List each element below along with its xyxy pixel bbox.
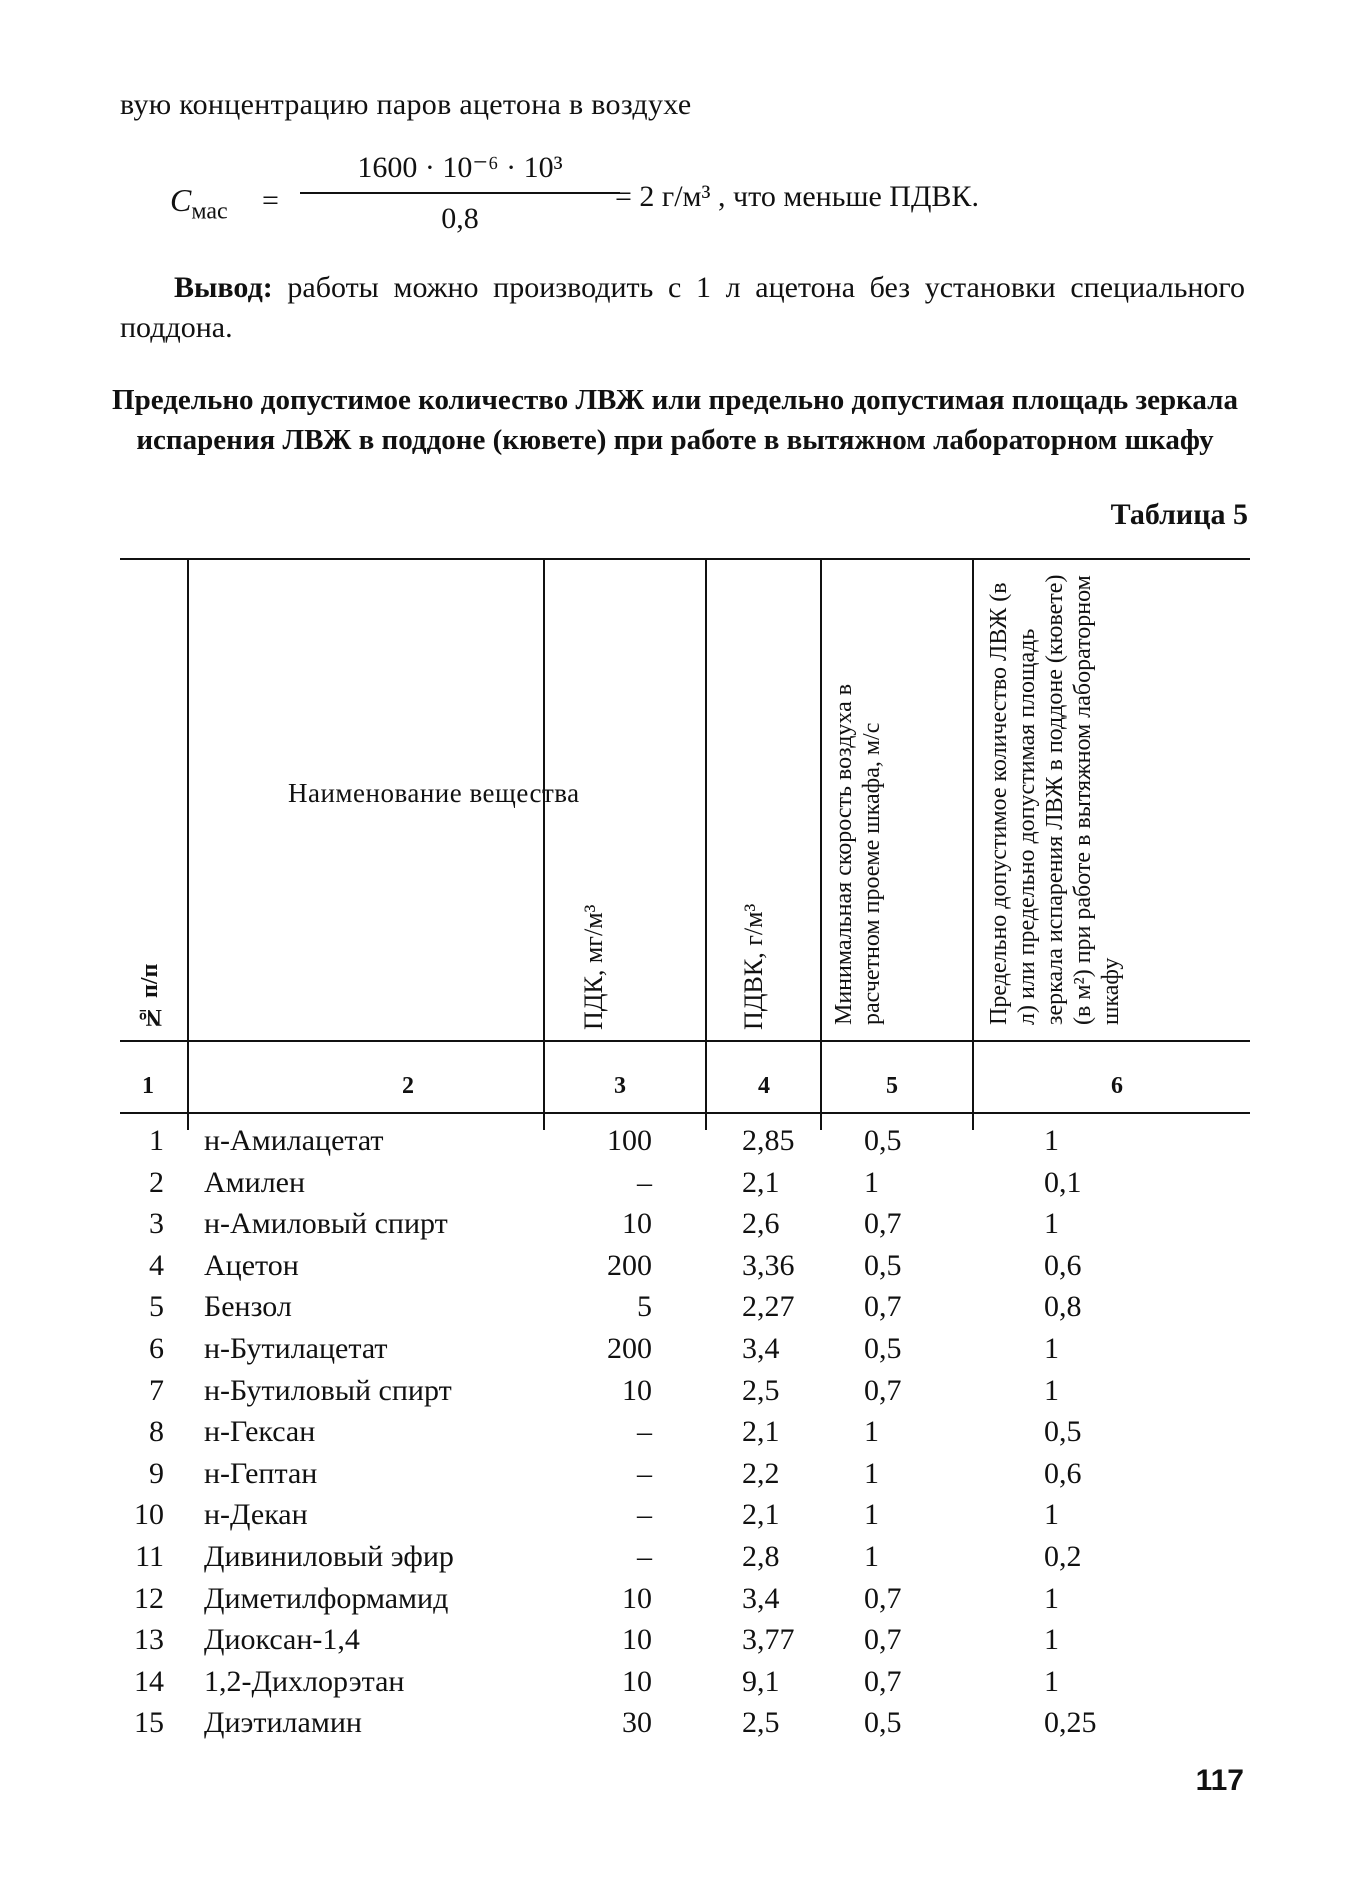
table-row <box>0 1249 1358 1291</box>
substance-name: н-Бутилацетат <box>204 1332 388 1365</box>
table-row <box>0 1415 1358 1457</box>
pdk-value: – <box>637 1457 652 1490</box>
max-quantity-value: 1 <box>1044 1374 1059 1407</box>
table-title: Предельно допустимое количество ЛВЖ или предельно допустимая площадь зеркала испарения ЛВЖ в поддоне (кювете) при работе в вытяжном лабораторном шкафу <box>112 384 1238 456</box>
pdvk-value: 3,4 <box>742 1332 780 1365</box>
air-speed-value: 0,7 <box>864 1665 902 1698</box>
pdvk-value: 3,4 <box>742 1582 780 1615</box>
pdvk-value: 2,8 <box>742 1540 780 1573</box>
table-row <box>0 1207 1358 1249</box>
column-number-5: 5 <box>886 1073 898 1099</box>
pdvk-value: 2,5 <box>742 1374 780 1407</box>
row-number: 13 <box>134 1623 164 1656</box>
formula-lhs: $C_{мас}$ <box>170 182 228 225</box>
pdk-value: – <box>637 1415 652 1448</box>
max-quantity-value: 1 <box>1044 1498 1059 1531</box>
col-divider-5 <box>972 560 974 1130</box>
substance-name: 1,2-Дихлорэтан <box>204 1665 405 1698</box>
col-divider-3 <box>705 560 707 1130</box>
table-row <box>0 1706 1358 1748</box>
table-row <box>0 1374 1358 1416</box>
formula-result: = 2 г/м³ , что меньше ПДВК. <box>615 180 979 213</box>
header-pdvk: ПДВК, г/м³ <box>739 903 768 1030</box>
air-speed-value: 1 <box>864 1415 879 1448</box>
conclusion-text: работы можно производить с 1 л ацетона без установки специального поддона. <box>120 271 1245 344</box>
column-number-4: 4 <box>758 1073 770 1099</box>
intro-line: вую концентрацию паров ацетона в воздухе <box>120 88 692 121</box>
formula-numerator: 1600 · 10⁻⁶ · 10³ <box>357 151 563 184</box>
substance-name: н-Декан <box>204 1498 308 1531</box>
substance-name: Диэтиламин <box>204 1706 362 1739</box>
pdk-value: – <box>637 1498 652 1531</box>
pdk-value: 200 <box>607 1332 652 1365</box>
formula <box>170 151 1070 250</box>
substance-name: н-Амилацетат <box>204 1124 384 1157</box>
pdvk-value: 2,5 <box>742 1706 780 1739</box>
max-quantity-value: 0,25 <box>1044 1706 1097 1739</box>
max-quantity-value: 0,1 <box>1044 1166 1082 1199</box>
max-quantity-value: 1 <box>1044 1623 1059 1656</box>
substance-name: Бензол <box>204 1290 292 1323</box>
air-speed-value: 0,5 <box>864 1706 902 1739</box>
pdk-value: 10 <box>622 1207 652 1240</box>
pdk-value: 10 <box>622 1582 652 1615</box>
max-quantity-value: 0,8 <box>1044 1290 1082 1323</box>
air-speed-value: 0,5 <box>864 1124 902 1157</box>
table-row <box>0 1665 1358 1707</box>
substance-name: Диметилформамид <box>204 1582 449 1615</box>
row-number: 9 <box>149 1457 164 1490</box>
header-rule <box>120 1040 1250 1042</box>
row-number: 12 <box>134 1582 164 1615</box>
max-quantity-value: 0,6 <box>1044 1457 1082 1490</box>
col-divider-1 <box>187 560 189 1130</box>
pdvk-value: 9,1 <box>742 1665 780 1698</box>
air-speed-value: 0,7 <box>864 1582 902 1615</box>
numbers-rule <box>120 1112 1250 1114</box>
pdvk-value: 2,1 <box>742 1166 780 1199</box>
formula-denominator: 0,8 <box>441 202 479 235</box>
air-speed-value: 1 <box>864 1498 879 1531</box>
pdvk-value: 2,85 <box>742 1124 795 1157</box>
header-substance-name: Наименование вещества <box>288 778 580 808</box>
column-number-2: 2 <box>402 1073 414 1099</box>
pdvk-value: 2,1 <box>742 1498 780 1531</box>
header-pdk: ПДК, мг/м³ <box>579 904 608 1030</box>
substance-name: Ацетон <box>204 1249 299 1282</box>
column-number-1: 1 <box>142 1073 154 1099</box>
row-number: 10 <box>134 1498 164 1531</box>
pdk-value: – <box>637 1540 652 1573</box>
row-number: 14 <box>134 1665 164 1698</box>
pdk-value: 10 <box>622 1623 652 1656</box>
max-quantity-value: 1 <box>1044 1332 1059 1365</box>
row-number: 1 <box>149 1124 164 1157</box>
air-speed-value: 1 <box>864 1540 879 1573</box>
pdvk-value: 3,36 <box>742 1249 795 1282</box>
col-divider-2 <box>543 560 545 1130</box>
air-speed-value: 0,7 <box>864 1623 902 1656</box>
table-row <box>0 1623 1358 1665</box>
max-quantity-value: 1 <box>1044 1207 1059 1240</box>
pdk-value: 30 <box>622 1706 652 1739</box>
row-number: 6 <box>149 1332 164 1365</box>
table-number: Таблица 5 <box>1110 498 1248 531</box>
column-number-3: 3 <box>614 1073 626 1099</box>
air-speed-value: 0,7 <box>864 1290 902 1323</box>
max-quantity-value: 1 <box>1044 1582 1059 1615</box>
substance-name: н-Гексан <box>204 1415 316 1448</box>
row-number: 15 <box>134 1706 164 1739</box>
substance-name: н-Бутиловый спирт <box>204 1374 452 1407</box>
row-number: 11 <box>135 1540 164 1573</box>
substance-name: н-Гептан <box>204 1457 318 1490</box>
pdvk-value: 2,27 <box>742 1290 795 1323</box>
table-row <box>0 1498 1358 1540</box>
row-number: 5 <box>149 1290 164 1323</box>
substance-name: н-Амиловый спирт <box>204 1207 448 1240</box>
header-number: № п/п <box>137 963 163 1030</box>
substance-name: Дивиниловый эфир <box>204 1540 454 1573</box>
pdk-value: 5 <box>637 1290 652 1323</box>
max-quantity-value: 0,6 <box>1044 1249 1082 1282</box>
max-quantity-value: 0,2 <box>1044 1540 1082 1573</box>
row-number: 4 <box>149 1249 164 1282</box>
table-row <box>0 1540 1358 1582</box>
substance-name: Диоксан-1,4 <box>204 1623 360 1656</box>
table-row <box>0 1124 1358 1166</box>
header-air-speed: Минимальная скорость воздуха в расчетном проеме шкафа, м/с <box>831 683 885 1025</box>
table-row <box>0 1332 1358 1374</box>
formula-eq: = <box>262 184 279 217</box>
air-speed-value: 0,5 <box>864 1249 902 1282</box>
pdvk-value: 2,1 <box>742 1415 780 1448</box>
max-quantity-value: 1 <box>1044 1665 1059 1698</box>
pdk-value: 200 <box>607 1249 652 1282</box>
conclusion-label: Вывод: <box>174 271 273 304</box>
pdvk-value: 2,2 <box>742 1457 780 1490</box>
max-quantity-value: 1 <box>1044 1124 1059 1157</box>
air-speed-value: 1 <box>864 1166 879 1199</box>
col-divider-4 <box>820 560 822 1130</box>
air-speed-value: 0,7 <box>864 1207 902 1240</box>
column-number-6: 6 <box>1111 1073 1123 1099</box>
table-row <box>0 1582 1358 1624</box>
row-number: 7 <box>149 1374 164 1407</box>
row-number: 8 <box>149 1415 164 1448</box>
pdk-value: 10 <box>622 1374 652 1407</box>
air-speed-value: 0,7 <box>864 1374 902 1407</box>
air-speed-value: 0,5 <box>864 1332 902 1365</box>
row-number: 2 <box>149 1166 164 1199</box>
pdk-value: 10 <box>622 1665 652 1698</box>
row-number: 3 <box>149 1207 164 1240</box>
pdvk-value: 3,77 <box>742 1623 795 1656</box>
header-max-quantity: Предельно допустимое количество ЛВЖ (в л) или предельно допустимая площадь зеркала испарения ЛВЖ в поддоне (кювете) (в м²) при работе в вытяжном лабораторном шкафу <box>986 574 1124 1025</box>
conclusion-paragraph <box>120 268 1245 348</box>
pdk-value: – <box>637 1166 652 1199</box>
pdk-value: 100 <box>607 1124 652 1157</box>
max-quantity-value: 0,5 <box>1044 1415 1082 1448</box>
substance-name: Амилен <box>204 1166 306 1199</box>
table-row <box>0 1290 1358 1332</box>
pdvk-value: 2,6 <box>742 1207 780 1240</box>
table-top-rule <box>120 558 1250 560</box>
table-row <box>0 1166 1358 1208</box>
table-row <box>0 1457 1358 1499</box>
fraction-bar <box>300 192 620 194</box>
air-speed-value: 1 <box>864 1457 879 1490</box>
page-number: 117 <box>1195 1764 1244 1797</box>
